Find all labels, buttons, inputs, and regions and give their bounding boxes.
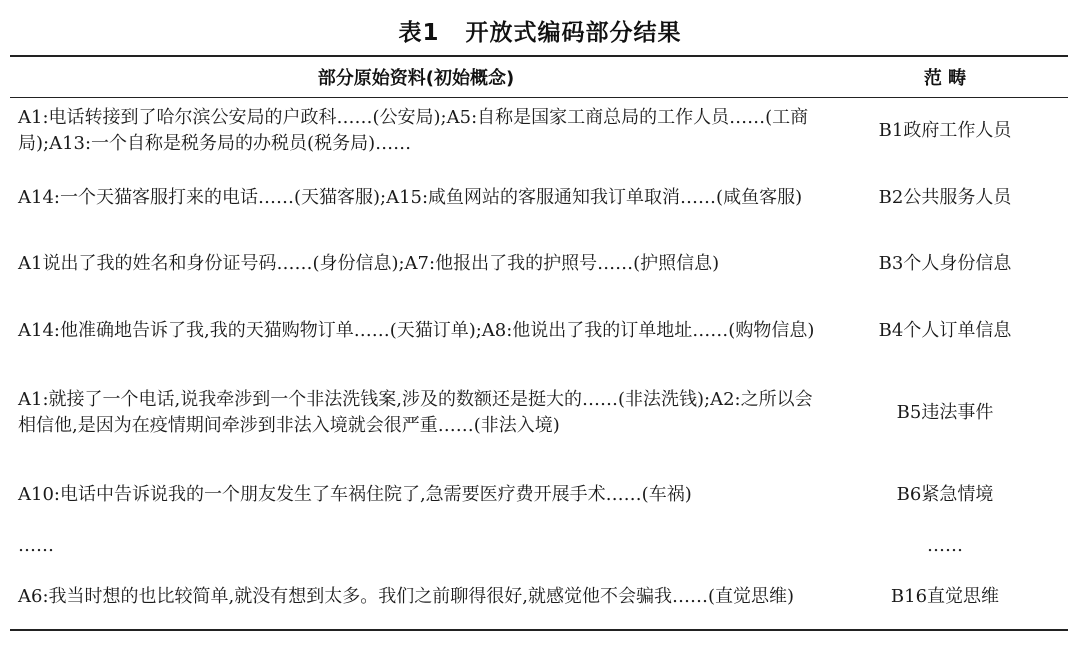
category-cell: B16直觉思维	[822, 564, 1068, 630]
table-caption	[0, 14, 1080, 47]
source-cell: A1:电话转接到了哈尔滨公安局的户政科……(公安局);A5:自称是国家工商总局的工作人员……(工商局);A13:一个自称是税务局的办税员(税务局)……	[18, 107, 809, 155]
table-row	[10, 97, 1068, 165]
table-row	[10, 461, 1068, 528]
table-number: 表1	[398, 20, 440, 46]
coding-results-table	[10, 55, 1068, 631]
source-cell: A1说出了我的姓名和身份证号码……(身份信息);A7:他报出了我的护照号……(护照信息)	[18, 252, 720, 274]
header-source: 部分原始资料(初始概念)	[10, 56, 822, 97]
category-cell: B6紧急情境	[896, 483, 994, 505]
table-title: 开放式编码部分结果	[465, 20, 682, 46]
table-row	[10, 230, 1068, 297]
source-cell: ……	[18, 535, 54, 556]
source-cell: A1:就接了一个电话,说我牵涉到一个非法洗钱案,涉及的数额还是挺大的……(非法洗钱);A2:之所以会相信他,是因为在疫情期间牵涉到非法入境就会很严重……(非法入境)	[18, 388, 813, 436]
table-row	[10, 297, 1068, 364]
category-cell: B1政府工作人员	[878, 120, 1012, 142]
table-row	[10, 165, 1068, 230]
header-category: 范 畴	[822, 56, 1068, 97]
category-cell: B3个人身份信息	[878, 252, 1012, 274]
category-cell: B4个人订单信息	[878, 319, 1012, 341]
table-row-ellipsis	[10, 528, 1068, 564]
table-row	[10, 364, 1068, 461]
category-cell: B5违法事件	[896, 401, 994, 423]
source-cell: A14:一个天猫客服打来的电话……(天猫客服);A15:咸鱼网站的客服通知我订单取消……(咸鱼客服)	[18, 186, 803, 208]
table-header-row	[10, 56, 1068, 97]
category-cell: B2公共服务人员	[878, 186, 1012, 208]
source-cell: A14:他准确地告诉了我,我的天猫购物订单……(天猫订单);A8:他说出了我的订单地址……(购物信息)	[18, 319, 815, 341]
source-cell: A6:我当时想的也比较简单,就没有想到太多。我们之前聊得很好,就感觉他不会骗我……(直觉思维)	[10, 564, 822, 630]
source-cell: A10:电话中告诉说我的一个朋友发生了车祸住院了,急需要医疗费开展手术……(车祸)	[18, 483, 692, 505]
table-row	[10, 564, 1068, 630]
category-cell: ……	[927, 535, 963, 556]
